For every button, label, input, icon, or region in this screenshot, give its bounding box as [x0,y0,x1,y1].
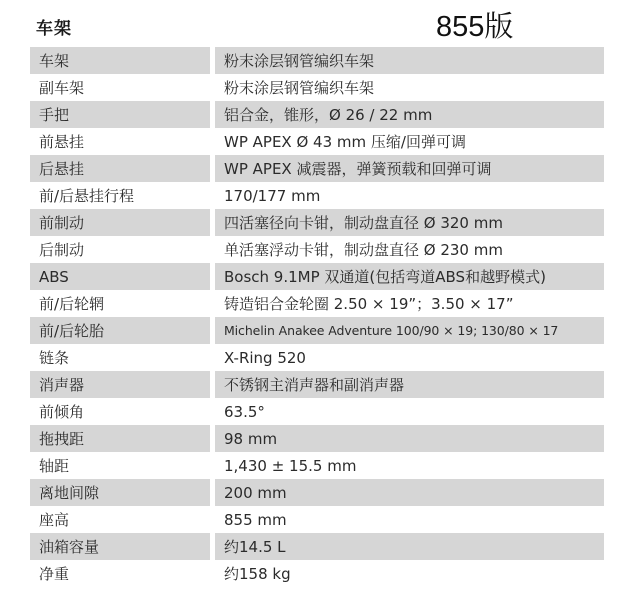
spec-value: 铝合金，锥形，Ø 26 / 22 mm [215,101,604,128]
spec-label: 车架 [30,47,210,74]
spec-label: 轴距 [39,457,70,475]
spec-value: WP APEX Ø 43 mm 压缩/回弹可调 [224,133,466,151]
spec-label: 后悬挂 [30,155,210,182]
spec-label: 前制动 [30,209,210,236]
spec-row [30,290,604,317]
spec-value: 不锈钢主消声器和副消声器 [215,371,604,398]
spec-label: 拖拽距 [30,425,210,452]
spec-row [30,182,604,209]
spec-label: 消声器 [30,371,210,398]
spec-value: 约158 kg [224,565,291,583]
spec-row [30,74,604,101]
spec-value: Michelin Anakee Adventure 100/90 × 19; 130/80 × 17 [215,317,604,344]
spec-value: 粉末涂层钢管编织车架 [224,79,375,97]
spec-label: 前倾角 [39,403,85,421]
spec-value: 1,430 ± 15.5 mm [224,456,357,475]
spec-value: 200 mm [215,479,604,506]
spec-label: 油箱容量 [30,533,210,560]
spec-row [30,344,604,371]
spec-row [30,128,604,155]
spec-value: 约14.5 L [215,533,604,560]
spec-label: 副车架 [39,79,85,97]
spec-value: 63.5° [224,402,265,421]
spec-row [30,209,604,236]
spec-label: 离地间隙 [30,479,210,506]
spec-label: 链条 [39,349,70,367]
spec-label: 后制动 [39,241,85,259]
spec-label: 前/后悬挂行程 [39,187,135,205]
spec-row [30,263,604,290]
spec-value: Bosch 9.1MP 双通道(包括弯道ABS和越野模式) [215,263,604,290]
spec-row [30,425,604,452]
version-label: 855版 [436,11,514,43]
spec-row [30,398,604,425]
section-title: 车架 [36,19,72,39]
spec-value: 98 mm [215,425,604,452]
spec-row [30,452,604,479]
spec-label: 座高 [39,511,70,529]
spec-value: 铸造铝合金轮圈 2.50 × 19”；3.50 × 17” [224,295,514,313]
spec-value: WP APEX 减震器，弹簧预载和回弹可调 [215,155,604,182]
spec-label: 手把 [30,101,210,128]
spec-label: 前悬挂 [39,133,85,151]
spec-value: X-Ring 520 [224,348,306,367]
spec-value: 粉末涂层钢管编织车架 [215,47,604,74]
spec-row [30,371,604,398]
spec-value: 四活塞径向卡钳，制动盘直径 Ø 320 mm [215,209,604,236]
spec-row [30,560,604,587]
spec-value: 170/177 mm [224,186,321,205]
spec-row [30,506,604,533]
spec-row [30,479,604,506]
spec-row [30,47,604,74]
spec-value: 855 mm [224,510,287,529]
spec-row [30,155,604,182]
spec-row [30,101,604,128]
spec-row [30,236,604,263]
spec-row [30,317,604,344]
spec-label: 前/后轮胎 [30,317,210,344]
spec-row [30,533,604,560]
spec-label: 净重 [39,565,70,583]
spec-table [30,47,604,587]
spec-value: 单活塞浮动卡钳，制动盘直径 Ø 230 mm [224,241,503,259]
spec-label: ABS [30,263,210,290]
spec-label: 前/后轮辋 [39,295,105,313]
